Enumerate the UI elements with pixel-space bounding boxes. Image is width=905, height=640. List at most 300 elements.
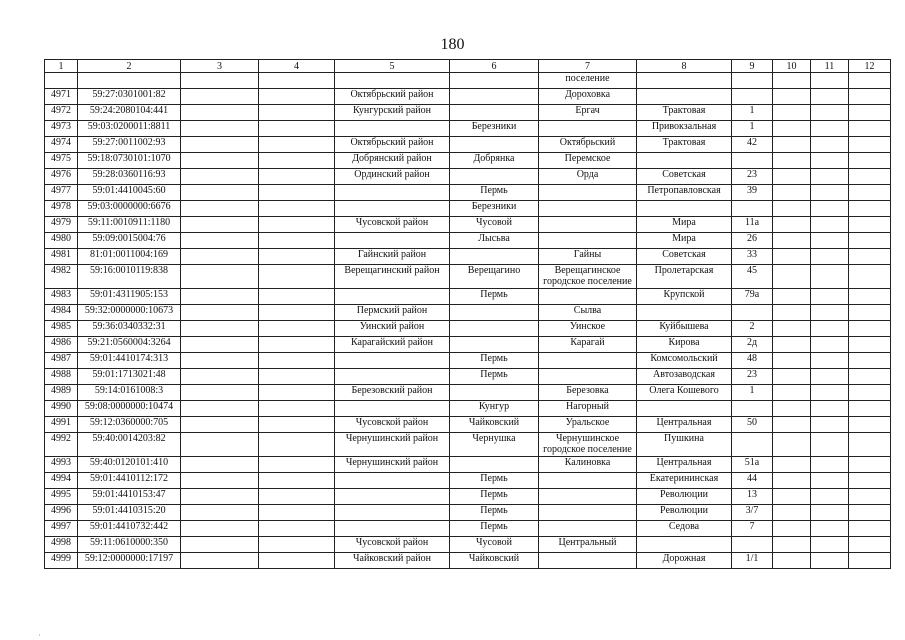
table-cell bbox=[181, 369, 259, 385]
table-cell: Автозаводская bbox=[637, 369, 732, 385]
table-cell: 59:01:1713021:48 bbox=[78, 369, 181, 385]
table-cell bbox=[849, 385, 891, 401]
table-cell bbox=[450, 249, 539, 265]
table-cell bbox=[773, 185, 811, 201]
table-cell bbox=[773, 337, 811, 353]
table-cell: Дорожная bbox=[637, 553, 732, 569]
table-cell bbox=[849, 489, 891, 505]
table-cell: Чайковский район bbox=[335, 553, 450, 569]
table-cell bbox=[811, 121, 849, 137]
table-cell: 45 bbox=[732, 265, 773, 289]
table-cell: 48 bbox=[732, 353, 773, 369]
table-cell bbox=[811, 537, 849, 553]
table-cell: 4981 bbox=[45, 249, 78, 265]
table-cell: 50 bbox=[732, 417, 773, 433]
table-cell bbox=[259, 89, 335, 105]
table-cell: Пермь bbox=[450, 185, 539, 201]
table-cell: Орда bbox=[539, 169, 637, 185]
table-cell: Чусовой bbox=[450, 537, 539, 553]
table-cell: 4993 bbox=[45, 457, 78, 473]
table-cell bbox=[181, 305, 259, 321]
table-cell: 44 bbox=[732, 473, 773, 489]
table-cell: Пермь bbox=[450, 473, 539, 489]
table-cell bbox=[181, 105, 259, 121]
table-cell: Центральная bbox=[637, 457, 732, 473]
table-cell bbox=[78, 73, 181, 89]
table-cell: 4991 bbox=[45, 417, 78, 433]
table-cell: 59:01:4410732:442 bbox=[78, 521, 181, 537]
table-cell bbox=[181, 321, 259, 337]
table-cell: Трактовая bbox=[637, 105, 732, 121]
table-cell bbox=[732, 153, 773, 169]
table-cell bbox=[259, 385, 335, 401]
table-cell: 4992 bbox=[45, 433, 78, 457]
table-cell bbox=[732, 537, 773, 553]
table-cell: 33 bbox=[732, 249, 773, 265]
table-cell bbox=[181, 137, 259, 153]
table-cell bbox=[811, 521, 849, 537]
table-cell: Пермь bbox=[450, 489, 539, 505]
header-row bbox=[45, 60, 891, 73]
table-cell: Чернушинское городское поселение bbox=[539, 433, 637, 457]
table-cell bbox=[637, 89, 732, 105]
table-cell: Перемское bbox=[539, 153, 637, 169]
table-cell: Сылва bbox=[539, 305, 637, 321]
table-cell: 4988 bbox=[45, 369, 78, 385]
table-cell bbox=[335, 401, 450, 417]
table-cell bbox=[335, 233, 450, 249]
table-cell: 59:01:4410045:60 bbox=[78, 185, 181, 201]
table-cell bbox=[637, 537, 732, 553]
table-cell: 13 bbox=[732, 489, 773, 505]
table-cell: 39 bbox=[732, 185, 773, 201]
table-cell bbox=[539, 289, 637, 305]
table-cell bbox=[259, 337, 335, 353]
table-row bbox=[45, 217, 891, 233]
table-cell bbox=[259, 121, 335, 137]
table-cell bbox=[849, 289, 891, 305]
table-cell bbox=[259, 505, 335, 521]
table-cell bbox=[450, 321, 539, 337]
table-cell: Чернушка bbox=[450, 433, 539, 457]
table-cell bbox=[539, 553, 637, 569]
table-cell bbox=[259, 73, 335, 89]
table-row bbox=[45, 537, 891, 553]
table-cell bbox=[450, 305, 539, 321]
table-cell bbox=[811, 153, 849, 169]
table-cell bbox=[259, 153, 335, 169]
table-cell bbox=[181, 265, 259, 289]
table-cell bbox=[811, 489, 849, 505]
table-cell: Гайны bbox=[539, 249, 637, 265]
table-cell bbox=[849, 353, 891, 369]
table-cell bbox=[811, 169, 849, 185]
table-cell bbox=[259, 553, 335, 569]
table-cell bbox=[849, 369, 891, 385]
table-cell bbox=[811, 337, 849, 353]
table-cell bbox=[181, 521, 259, 537]
table-cell: 4999 bbox=[45, 553, 78, 569]
table-cell bbox=[773, 233, 811, 249]
table-cell bbox=[849, 137, 891, 153]
table-cell: 4971 bbox=[45, 89, 78, 105]
table-row bbox=[45, 289, 891, 305]
table-cell bbox=[773, 401, 811, 417]
table-cell: Пермский район bbox=[335, 305, 450, 321]
table-cell: 26 bbox=[732, 233, 773, 249]
column-header: 5 bbox=[335, 60, 450, 73]
table-cell bbox=[849, 185, 891, 201]
table-cell bbox=[539, 185, 637, 201]
table-row bbox=[45, 353, 891, 369]
table-row bbox=[45, 185, 891, 201]
table-cell: Добрянский район bbox=[335, 153, 450, 169]
table-cell: 4973 bbox=[45, 121, 78, 137]
table-cell bbox=[259, 321, 335, 337]
table-cell: Пермь bbox=[450, 505, 539, 521]
table-cell bbox=[811, 433, 849, 457]
table-cell: 59:11:0610000:350 bbox=[78, 537, 181, 553]
table-cell: Чусовской район bbox=[335, 217, 450, 233]
table-cell: 79а bbox=[732, 289, 773, 305]
table-cell bbox=[181, 337, 259, 353]
table-cell: 59:03:0200011:8811 bbox=[78, 121, 181, 137]
table-cell: Октябрьский район bbox=[335, 137, 450, 153]
table-row bbox=[45, 553, 891, 569]
table-row bbox=[45, 369, 891, 385]
column-header: 11 bbox=[811, 60, 849, 73]
table-cell: Октябрьский bbox=[539, 137, 637, 153]
table-cell bbox=[181, 289, 259, 305]
table-cell bbox=[259, 305, 335, 321]
table-row bbox=[45, 337, 891, 353]
column-header: 12 bbox=[849, 60, 891, 73]
table-cell: Советская bbox=[637, 169, 732, 185]
table-cell bbox=[811, 289, 849, 305]
table-cell: Чайковский bbox=[450, 417, 539, 433]
table-cell: 4996 bbox=[45, 505, 78, 521]
table-cell bbox=[849, 89, 891, 105]
table-cell: 4983 bbox=[45, 289, 78, 305]
table-cell bbox=[732, 201, 773, 217]
table-cell bbox=[181, 433, 259, 457]
table-cell bbox=[773, 265, 811, 289]
table-cell: Комсомольский bbox=[637, 353, 732, 369]
table-cell bbox=[732, 89, 773, 105]
table-cell bbox=[181, 233, 259, 249]
table-cell bbox=[732, 305, 773, 321]
table-cell bbox=[181, 121, 259, 137]
table-cell: 59:40:0014203:82 bbox=[78, 433, 181, 457]
table-cell bbox=[773, 369, 811, 385]
table-cell bbox=[849, 249, 891, 265]
table-cell bbox=[811, 105, 849, 121]
table-cell: Октябрьский район bbox=[335, 89, 450, 105]
table-cell bbox=[335, 185, 450, 201]
table-cell: Карагай bbox=[539, 337, 637, 353]
table-cell: Березовский район bbox=[335, 385, 450, 401]
table-row bbox=[45, 321, 891, 337]
table-cell: 4980 bbox=[45, 233, 78, 249]
table-cell: Калиновка bbox=[539, 457, 637, 473]
table-cell bbox=[849, 457, 891, 473]
table-cell bbox=[181, 185, 259, 201]
table-cell bbox=[773, 521, 811, 537]
table-cell: Чусовой bbox=[450, 217, 539, 233]
table-cell bbox=[811, 473, 849, 489]
table-cell bbox=[773, 457, 811, 473]
table-cell: 59:01:4311905:153 bbox=[78, 289, 181, 305]
table-cell bbox=[181, 505, 259, 521]
table-cell: Пушкина bbox=[637, 433, 732, 457]
table-cell bbox=[181, 385, 259, 401]
table-cell bbox=[773, 217, 811, 233]
table-cell bbox=[335, 201, 450, 217]
table-cell bbox=[773, 537, 811, 553]
table-cell: Мира bbox=[637, 233, 732, 249]
table-cell: 1 bbox=[732, 121, 773, 137]
table-cell bbox=[335, 369, 450, 385]
table-cell bbox=[849, 217, 891, 233]
table-cell: 59:14:0161008:3 bbox=[78, 385, 181, 401]
table-cell bbox=[849, 337, 891, 353]
column-header: 8 bbox=[637, 60, 732, 73]
table-cell bbox=[539, 201, 637, 217]
table-cell: 4987 bbox=[45, 353, 78, 369]
table-cell bbox=[637, 305, 732, 321]
table-cell bbox=[732, 73, 773, 89]
table-cell: Уральское bbox=[539, 417, 637, 433]
table-cell: Пермь bbox=[450, 289, 539, 305]
table-row bbox=[45, 265, 891, 289]
table-cell: 59:18:0730101:1070 bbox=[78, 153, 181, 169]
table-cell: 4975 bbox=[45, 153, 78, 169]
table-cell bbox=[811, 137, 849, 153]
table-cell: 59:01:4410153:47 bbox=[78, 489, 181, 505]
table-cell: 59:01:4410174:313 bbox=[78, 353, 181, 369]
table-cell bbox=[773, 137, 811, 153]
table-cell bbox=[335, 121, 450, 137]
table-cell bbox=[335, 505, 450, 521]
table-cell: Куйбышева bbox=[637, 321, 732, 337]
table-row bbox=[45, 433, 891, 457]
scan-mark: · ​ bbox=[38, 630, 44, 640]
table-cell: 4979 bbox=[45, 217, 78, 233]
table-cell bbox=[181, 89, 259, 105]
table-cell: Чайковский bbox=[450, 553, 539, 569]
table-cell bbox=[335, 473, 450, 489]
table-cell: Чернушинский район bbox=[335, 457, 450, 473]
table-cell bbox=[637, 201, 732, 217]
column-header: 6 bbox=[450, 60, 539, 73]
table-cell: 2д bbox=[732, 337, 773, 353]
table-cell bbox=[849, 537, 891, 553]
table-row bbox=[45, 401, 891, 417]
table-cell bbox=[849, 505, 891, 521]
table-cell: Пермь bbox=[450, 353, 539, 369]
table-cell: 4974 bbox=[45, 137, 78, 153]
table-cell bbox=[773, 489, 811, 505]
table-cell bbox=[849, 153, 891, 169]
table-cell: Чернушинский район bbox=[335, 433, 450, 457]
table-cell bbox=[849, 233, 891, 249]
table-cell bbox=[773, 121, 811, 137]
table-cell: Кирова bbox=[637, 337, 732, 353]
table-cell bbox=[773, 201, 811, 217]
table-cell: Центральная bbox=[637, 417, 732, 433]
table-cell bbox=[773, 553, 811, 569]
table-cell: 23 bbox=[732, 169, 773, 185]
table-cell bbox=[849, 305, 891, 321]
table-cell: Березовка bbox=[539, 385, 637, 401]
table-cell: 59:01:4410112:172 bbox=[78, 473, 181, 489]
table-cell: Седова bbox=[637, 521, 732, 537]
table-cell: Крупской bbox=[637, 289, 732, 305]
table-cell: 4985 bbox=[45, 321, 78, 337]
table-cell bbox=[849, 433, 891, 457]
table-cell: 59:36:0340332:31 bbox=[78, 321, 181, 337]
table-cell bbox=[259, 457, 335, 473]
table-cell bbox=[181, 537, 259, 553]
table-cell bbox=[849, 201, 891, 217]
table-cell: 4995 bbox=[45, 489, 78, 505]
table-cell: 59:40:0120101:410 bbox=[78, 457, 181, 473]
table-cell: 4990 bbox=[45, 401, 78, 417]
table-cell bbox=[181, 73, 259, 89]
table-cell bbox=[539, 369, 637, 385]
table-cell bbox=[259, 489, 335, 505]
table-cell bbox=[335, 521, 450, 537]
table-cell: Добрянка bbox=[450, 153, 539, 169]
table-cell: Березники bbox=[450, 121, 539, 137]
table-cell bbox=[181, 153, 259, 169]
table-cell: 4976 bbox=[45, 169, 78, 185]
table-cell: Кунгур bbox=[450, 401, 539, 417]
table-row bbox=[45, 249, 891, 265]
table-cell: Пермь bbox=[450, 369, 539, 385]
table-cell: 4972 bbox=[45, 105, 78, 121]
table-cell bbox=[811, 185, 849, 201]
table-cell bbox=[181, 489, 259, 505]
table-cell: Советская bbox=[637, 249, 732, 265]
table-cell bbox=[539, 217, 637, 233]
table-cell bbox=[849, 169, 891, 185]
column-header: 7 bbox=[539, 60, 637, 73]
table-cell bbox=[637, 401, 732, 417]
register-table bbox=[44, 59, 891, 569]
table-cell: 4986 bbox=[45, 337, 78, 353]
table-cell bbox=[849, 105, 891, 121]
table-cell: 4977 bbox=[45, 185, 78, 201]
table-cell: Кунгурский район bbox=[335, 105, 450, 121]
table-cell bbox=[849, 553, 891, 569]
table-cell bbox=[450, 457, 539, 473]
table-cell: 59:27:0011002:93 bbox=[78, 137, 181, 153]
table-cell bbox=[259, 249, 335, 265]
table-cell bbox=[811, 233, 849, 249]
table-cell bbox=[637, 73, 732, 89]
table-cell bbox=[181, 169, 259, 185]
table-cell: 11а bbox=[732, 217, 773, 233]
table-row bbox=[45, 473, 891, 489]
table-cell: 51а bbox=[732, 457, 773, 473]
table-cell: 4978 bbox=[45, 201, 78, 217]
table-cell: 1/1 bbox=[732, 553, 773, 569]
table-cell bbox=[773, 249, 811, 265]
table-cell: 59:12:0000000:17197 bbox=[78, 553, 181, 569]
table-cell: 2 bbox=[732, 321, 773, 337]
table-row bbox=[45, 89, 891, 105]
table-cell: Гайнский район bbox=[335, 249, 450, 265]
table-cell: 59:03:0000000:6676 bbox=[78, 201, 181, 217]
table-cell bbox=[450, 169, 539, 185]
table-cell: Дороховка bbox=[539, 89, 637, 105]
table-cell: Привокзальная bbox=[637, 121, 732, 137]
table-cell: 1 bbox=[732, 105, 773, 121]
table-cell bbox=[773, 385, 811, 401]
table-cell: Верещагино bbox=[450, 265, 539, 289]
table-cell: 59:21:0560004:3264 bbox=[78, 337, 181, 353]
table-cell: Чусовской район bbox=[335, 417, 450, 433]
table-row bbox=[45, 305, 891, 321]
table-cell: Екатерининская bbox=[637, 473, 732, 489]
table-cell: Пролетарская bbox=[637, 265, 732, 289]
table-row bbox=[45, 505, 891, 521]
table-cell bbox=[773, 473, 811, 489]
table-cell bbox=[450, 337, 539, 353]
table-cell: Нагорный bbox=[539, 401, 637, 417]
table-row bbox=[45, 457, 891, 473]
table-cell bbox=[811, 89, 849, 105]
table-cell bbox=[849, 401, 891, 417]
table-cell bbox=[811, 73, 849, 89]
table-row bbox=[45, 121, 891, 137]
table-cell: 59:32:0000000:10673 bbox=[78, 305, 181, 321]
table-cell bbox=[811, 321, 849, 337]
table-cell bbox=[335, 289, 450, 305]
table-cell bbox=[811, 353, 849, 369]
table-cell bbox=[450, 73, 539, 89]
table-cell: 4989 bbox=[45, 385, 78, 401]
table-cell bbox=[45, 73, 78, 89]
table-cell: Лысьва bbox=[450, 233, 539, 249]
table-cell bbox=[773, 321, 811, 337]
column-header: 2 bbox=[78, 60, 181, 73]
table-cell bbox=[259, 401, 335, 417]
table-cell bbox=[539, 121, 637, 137]
column-header: 4 bbox=[259, 60, 335, 73]
table-cell bbox=[259, 105, 335, 121]
table-cell bbox=[259, 217, 335, 233]
table-cell: Олега Кошевого bbox=[637, 385, 732, 401]
table-cell bbox=[811, 305, 849, 321]
table-cell bbox=[181, 217, 259, 233]
table-cell bbox=[450, 105, 539, 121]
table-cell bbox=[450, 385, 539, 401]
table-cell bbox=[773, 89, 811, 105]
table-cell: 59:08:0000000:10474 bbox=[78, 401, 181, 417]
table-cell: Революции bbox=[637, 505, 732, 521]
table-cell bbox=[450, 89, 539, 105]
table-cell: 7 bbox=[732, 521, 773, 537]
table-cell: Уинский район bbox=[335, 321, 450, 337]
table-cell bbox=[811, 217, 849, 233]
table-cell bbox=[259, 537, 335, 553]
table-row bbox=[45, 417, 891, 433]
table-cell bbox=[849, 321, 891, 337]
table-cell bbox=[539, 489, 637, 505]
table-cell: 4997 bbox=[45, 521, 78, 537]
